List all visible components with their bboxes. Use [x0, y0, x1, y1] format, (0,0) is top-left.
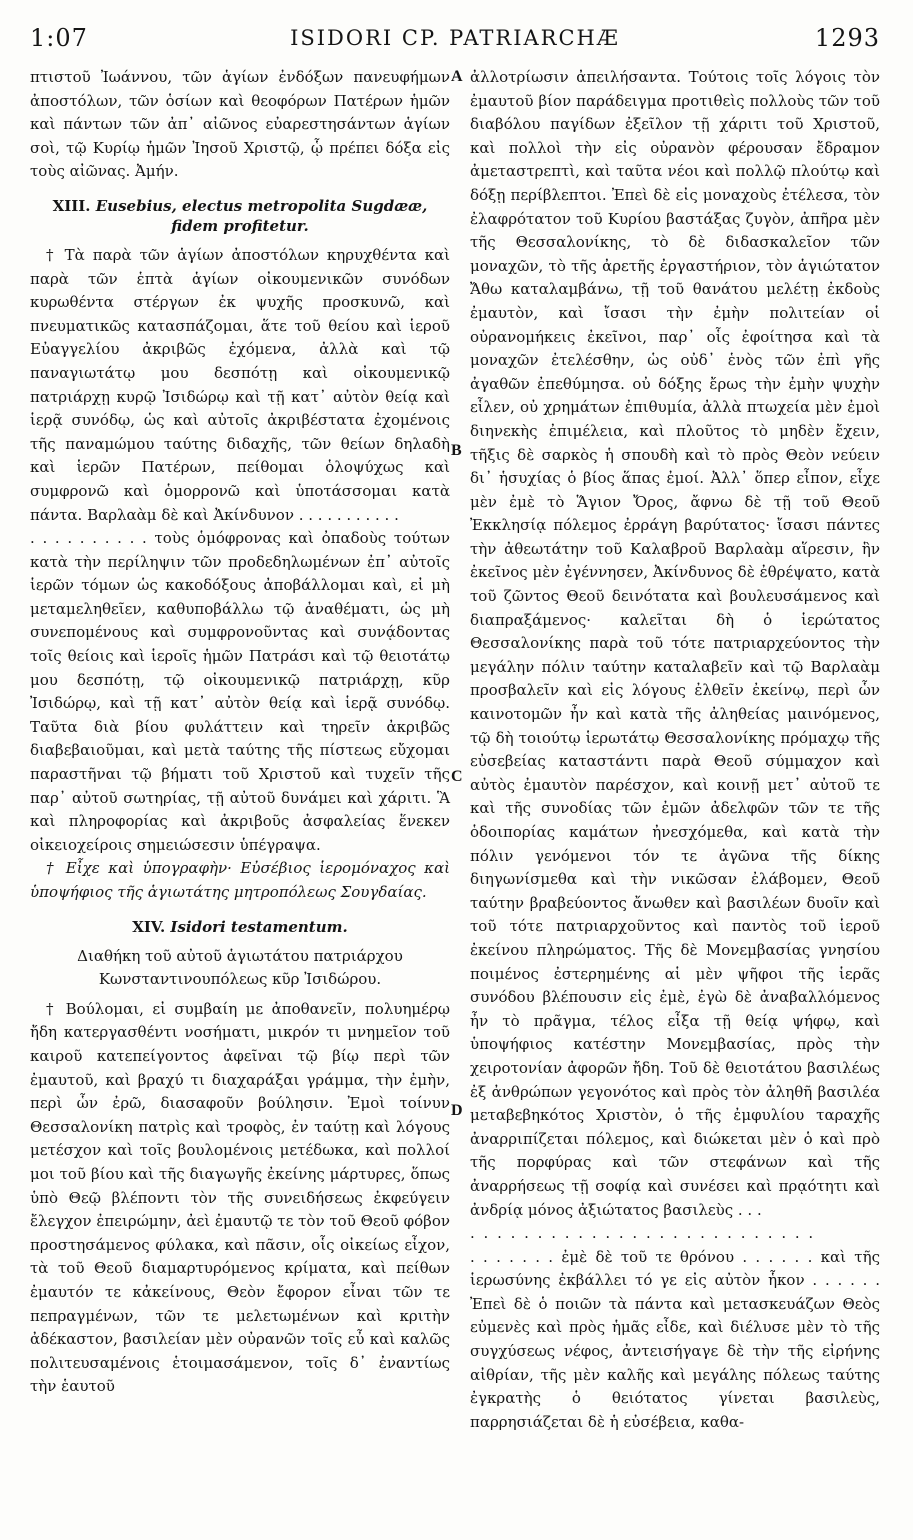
section-13-number: XIII.	[52, 196, 91, 215]
right-column	[470, 66, 880, 1434]
section-14-title: Isidori testamentum.	[170, 917, 348, 936]
page-header	[30, 24, 880, 60]
signature-line: † Εἶχε καὶ ὑπογραφὴν· Εὐσέβιος ἱερομόναχος καὶ ὑποψήφιος τῆς ἁγιωτάτης μητροπόλεως Σουγδαίας.	[30, 859, 450, 901]
section-14-heading	[30, 917, 450, 937]
section-14-text: † Βούλομαι, εἰ συμβαίη με ἀποθανεῖν, πολυημέρῳ ἤδη κατεργασθέντι νοσήματι, μικρόν τι μνημεῖον τοῦ καιροῦ κατεπείγοντος ἀφεῖναι τῷ βίῳ περὶ τῶν ἐμαυτοῦ, καὶ βραχύ τι διαχαράξαι γράμμα, τὴν ἐμὴν, περὶ ὧν ἐρῶ, διασαφοῦν βούλησιν. Ἐμοὶ τοίνυν Θεσσαλονίκη πατρὶς καὶ τροφὸς, ἐν ταύτῃ καὶ λόγους μετέσχον καὶ τοῖς βουλομένοις μετέδωκα, καὶ πολλοί μοι τοῦ βίου καὶ τῆς διαγωγῆς ἐκείνης μάρτυρες, ὅπως ὑπὸ Θεῷ βλέποντι τὸν τῆς συνειδήσεως ἐκφεύγειν ἔλεγχον ἐπειρώμην, ἀεὶ ἐμαυτῷ τε τὸν τοῦ Θεοῦ φόβον προστησάμενος φύλακα, καὶ πᾶσιν, οἷς οἰκείως εἶχον, τὰ τοῦ Θεοῦ διαμαρτυρόμενος κρίματα, καὶ πείθων ἐμαυτόν τε κἀκείνους, Θεὸν ἔφορον εἶναι τῶν τε πεπραγμένων, τῶν τε μελετωμένων καὶ κριτὴν ἀδέκαστον, βασιλείαν μὲν οὐρανῶν τοῖς εὖ καὶ καλῶς πολιτευσαμένοις ἑτοιμασάμενον, τοῖς δ᾽ ἐναντίως τὴν ἑαυτοῦ	[30, 999, 450, 1396]
section-14-number: XIV.	[132, 917, 166, 936]
section-13-title: Eusebius, electus metropolita Sugdææ, fidem profitetur.	[95, 196, 428, 235]
page-number-right: 1293	[814, 24, 880, 52]
section-13-text: † Τὰ παρὰ τῶν ἁγίων ἀποστόλων κηρυχθέντα καὶ παρὰ τῶν ἑπτὰ ἁγίων οἰκουμενικῶν συνόδων κυρωθέντα στέργων ἐκ ψυχῆς προσκυνῶ, καὶ πνευματικῶς κατασπάζομαι, ἅτε τοῦ θείου καὶ ἱεροῦ Εὐαγγελίου ἀκριβῶς ἐχόμενα, ἀλλὰ καὶ τῷ παναγιωτάτῳ μου δεσπότῃ καὶ οἰκουμενικῷ πατριάρχῃ κυρῷ Ἰσιδώρῳ καὶ τῇ κατ᾽ αὐτὸν θείᾳ καὶ ἱερᾷ συνόδῳ, ὡς καὶ αὐτοῖς ἀκριβέστατα ἐχομένοις τῆς παναμώμου ταύτης διδαχῆς, τῶν θείων δηλαδὴ καὶ ἱερῶν Πατέρων, πείθομαι ὁλοψύχως καὶ συμφρονῶ καὶ ὁμορρονῶ καὶ ὑποτάσσομαι κατὰ πάντα. Βαρλαὰμ δὲ καὶ Ἀκίνδυνον . . . . . . . . . . .	[30, 245, 450, 524]
ellipsis-line: . . . . . . . . . . . . . . . . . . . . . . . . . .	[470, 1224, 816, 1243]
right-paragraph-2: . . . . . . . ἐμὲ δὲ τοῦ τε θρόνου . . . . . . καὶ τῆς ἱερωσύνης ἐκβάλλει τό γε εἰς αὐτὸν ἧκον . . . . . . Ἐπεὶ δὲ ὁ ποιῶν τὰ πάντα καὶ μετασκευάζων Θεὸς εὐμενὲς καὶ πρὸς ἡμᾶς εἶδε, καὶ διέλυσε μὲν τὸ τῆς συγχύσεως νέφος, ἀντεισήγαγε δὲ τὴν τῆς εἰρήνης αἰθρίαν, τῆς μὲν καλῆς καὶ μεγάλης πόλεως ταύτης ἐγκρατὴς ὁ θειότατος γίνεται βασιλεὺς, παρρησιάζεται δὲ ἡ εὐσέβεια, καθα-	[470, 1247, 880, 1431]
intro-paragraph: πτιστοῦ Ἰωάννου, τῶν ἁγίων ἐνδόξων πανευφήμων ἀποστόλων, τῶν ὁσίων καὶ θεοφόρων Πατέρων ἡμῶν καὶ πάντων τῶν ἀπ᾽ αἰῶνος εὐαρεστησάντων ἁγίων σοὶ, τῷ Κυρίῳ ἡμῶν Ἰησοῦ Χριστῷ, ᾧ πρέπει δόξα εἰς τοὺς αἰῶνας. Ἀμήν.	[30, 68, 450, 181]
right-paragraph-1: ἀλλοτρίωσιν ἀπειλήσαντα. Τούτοις τοῖς λόγοις τὸν ἐμαυτοῦ βίον παράδειγμα προτιθεὶς πολλοὺς τῶν τοῦ διαβόλου παγίδων ἐξεῖλον τῇ χάριτι τοῦ Χριστοῦ, καὶ πολλοὶ τὴν εἰς οὐρανὸν φέρουσαν ἔδραμον ἀμεταστρεπτὶ, καὶ ταῦτα νέοι καὶ πολλῷ πλούτῳ καὶ δόξῃ περίβλεπτοι. Ἐπεὶ δὲ εἰς μοναχοὺς ἐτέλεσα, τὸν ἐλαφρότατον τοῦ Κυρίου βαστάξας ζυγὸν, ἀπῆρα μὲν τῆς Θεσσαλονίκης, τὸ δὲ διδασκαλεῖον τῶν μοναχῶν, τὸ τῆς ἀρετῆς ἐργαστήριον, τὸν ἁγιώτατον Ἄθω καταλαμβάνω, τῇ τοῦ θανάτου μελέτῃ ἐκδοὺς ἐμαυτὸν, καὶ ἴσασι τὴν ἐμὴν πολιτείαν οἱ οὐρανομήκεις ἐκεῖνοι, παρ᾽ οἷς ἐφοίτησα καὶ τὰ μοναχῶν ἐτελέσθην, ὡς οὐδ᾽ ἑνὸς τῶν ἐπὶ γῆς ἀγαθῶν ἐπεθύμησα. οὐ δόξης ἔρως τὴν ἐμὴν ψυχὴν εἷλεν, οὐ χρημάτων ἐπιθυμία, ἀλλὰ πτωχεία μὲν ἐμοὶ διηνεκὴς ἐπιμέλεια, καὶ πλοῦτος τὸ μηδὲν ἔχειν, τῆξις δὲ σαρκὸς ἡ σπουδὴ καὶ τὸ πρὸς Θεὸν νεύειν δι᾽ ἡσυχίας ὁ βίος ἅπας ἐμοί. Ἀλλ᾽ ὅπερ εἶπον, εἶχε μὲν ἐμὲ τὸ Ἅγιον Ὄρος, ἄφνω δὲ τῇ τοῦ Θεοῦ Ἐκκλησίᾳ πόλεμος ἐρράγη βαρύτατος· ἴσασι πάντες τὴν ἀθεωτάτην τοῦ Καλαβροῦ Βαρλαὰμ αἵρεσιν, ἣν ἐκεῖνος μὲν ἐγέννησεν, Ἀκίνδυνος δὲ ἐθρέψατο, κατὰ τοῦ ζῶντος Θεοῦ δεινότατα καὶ βουλευσάμενος καὶ διαπραξάμενος· καλεῖται δὴ ὁ ἱερώτατος Θεσσαλονίκης παρὰ τοῦ τότε πατριαρχεύοντος τὴν μεγάλην πόλιν ταύτην καταλαβεῖν καὶ τῷ Βαρλαὰμ προσβαλεῖν καὶ εἰς λόγους ἐλθεῖν ἐκείνῳ, περὶ ὧν καινοτομῶν ἦν καὶ κατὰ τῆς ἀληθείας μαινόμενος, τῷ δὴ τοιούτῳ ἱερωτάτῳ Θεσσαλονίκης πρόμαχῳ τῆς εὐσεβείας καταστάντι παρὰ Θεοῦ σύμμαχον καὶ αὐτὸς ἐμαυτὸν παρέσχον, καὶ κοινῇ μετ᾽ αὐτοῦ τε καὶ τῆς συνοδίας τῶν ἐμῶν ἀδελφῶν τῶν τε τῆς ὁδοιπορίας καμάτων ἠνεσχόμεθα, καὶ κατὰ τὴν πόλιν γενόμενοι τόν τε ἀγῶνα τῆς δίκης διηγωνίσμεθα καὶ τὴν νικῶσαν ἐλάβομεν, Θεοῦ ταύτην βραβεύοντος ἄνωθεν καὶ βασιλέων δυοῖν καὶ τοῦ τότε πατριαρχοῦντος καὶ παντὸς τοῦ ἱεροῦ ἐκείνου πληρώματος. Τῆς δὲ Μονεμβασίας γνησίου ποιμένος ἐστερημένης αἱ μὲν ψῆφοι τῆς ἱερᾶς συνόδου βλέπουσιν εἰς ἐμὲ, ἐγὼ δὲ ἀναβαλλόμενος ἦν τὸ πρᾶγμα, τέλος εἶξα τῇ θείᾳ ψήφῳ, καὶ ὑποψήφιος κατέστην Μονεμβασίας, πρὸς τὴν χειροτονίαν ἀφορῶν ἤδη. Τοῦ δὲ θειοτάτου βασιλέως ἐξ ἀνθρώπων γεγονότος καὶ πρὸς τὸν ἀληθῆ βασιλέα μεταβεβηκότος Χριστὸν, ὁ τῆς ἐμφυλίου ταραχῆς ἀναρριπίζεται πόλεμος, καὶ διώκεται μὲν ὁ καὶ πρὸ τῆς πορφύρας καὶ τῶν στεφάνων καὶ τῆς ἀναρρήσεως τῇ σοφίᾳ καὶ συνέσει καὶ πρᾳότητι καὶ ἀνδρίᾳ μόνος ἀξιώτατος βασιλεὺς . . .	[470, 68, 880, 1219]
margin-letter-c: C	[451, 768, 463, 785]
running-title: ISIDORI CP. PATRIARCHÆ	[290, 26, 620, 50]
margin-letter-b: B	[451, 442, 462, 459]
page-number-left: 1:07	[30, 24, 88, 52]
section-13-text-continued: . . . . . . . . . . τοὺς ὁμόφρονας καὶ ὀπαδοὺς τούτων κατὰ τὴν περίληψιν τῶν προδεδηλωμένων ἐπ᾽ αὐτοῖς ἱερῶν τόμων ὡς κακοδόξους ἀποβάλλομαι καὶ, εἰ μὴ μεταμεληθεῖεν, καθυποβάλλω τῷ ἀναθέματι, ὡς μὴ συνεπομένους καὶ συμφρονοῦντας καὶ συνᾴδοντας τοῖς θείοις καὶ ἱεροῖς ἡμῶν Πατράσι καὶ τῷ θειοτάτῳ μου δεσπότῃ, τῷ οἰκουμενικῷ πατριάρχῃ, κῦρ Ἰσιδώρῳ, καὶ τῇ κατ᾽ αὐτὸν θείᾳ καὶ ἱερᾷ συνόδῳ. Ταῦτα διὰ βίου φυλάττειν καὶ τηρεῖν ἀκριβῶς διαβεβαιοῦμαι, καὶ μετὰ ταύτης τῆς πίστεως εὔχομαι παραστῆναι τῷ βήματι τοῦ Χριστοῦ καὶ τυχεῖν τῆς παρ᾽ αὐτοῦ σωτηρίας, τῇ αὐτοῦ δυνάμει καὶ χάριτι. Ἃ καὶ πληροφορίας καὶ ἀκριβοῦς ἀσφαλείας ἕνεκεν οἰκειοχείροις σημειώσεσιν ὑπέγραψα.	[30, 529, 450, 854]
section-14-subtitle: Διαθήκη τοῦ αὐτοῦ ἁγιωτάτου πατριάρχου Κωνσταντινουπόλεως κῦρ Ἰσιδώρου.	[77, 946, 403, 989]
margin-letter-a: A	[451, 68, 463, 85]
section-13-heading	[30, 196, 450, 236]
left-column	[30, 66, 450, 1399]
margin-letter-d: D	[451, 1102, 463, 1119]
